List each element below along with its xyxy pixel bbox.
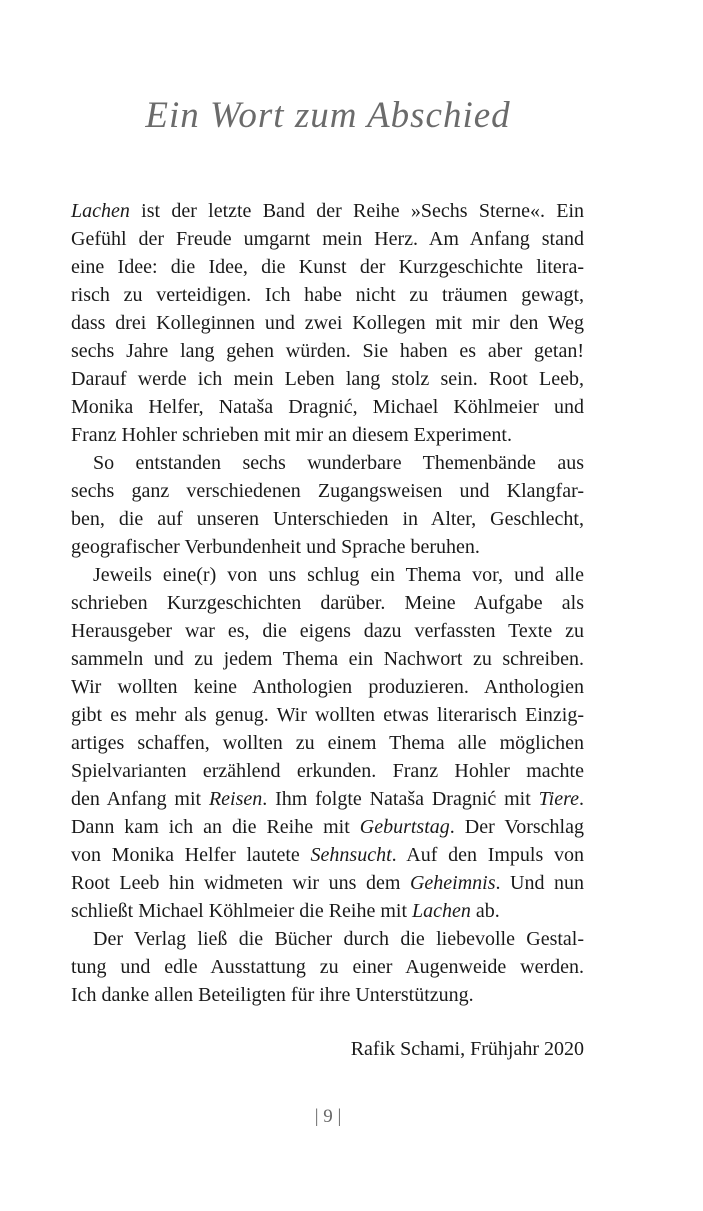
text-line [71,393,584,421]
text-segment: dass drei Kolleginnen und zwei Kollegen mit mir den Weg [71,312,584,334]
italic-text: Sehnsucht [310,844,392,866]
text-segment: schließt Michael Köhlmeier die Reihe mit [71,900,413,922]
text-segment: sechs ganz verschiedenen Zugangsweisen und Klangfar- [71,480,584,502]
body-text [71,197,584,1009]
text-segment: Gefühl der Freude umgarnt mein Herz. Am Anfang stand [71,228,584,250]
text-segment: ist der letzte Band der Reihe »Sechs Sterne«. Ein [129,200,584,222]
text-line [71,925,584,953]
italic-text: Geburtstag [359,816,450,838]
text-segment: sechs Jahre lang gehen würden. Sie haben es aber getan! [71,340,584,362]
text-segment: Der Verlag ließ die Bücher durch die liebevolle Gestal- [93,928,584,950]
text-line [71,617,584,645]
text-line [71,281,584,309]
text-segment: schrieben Kurzgeschichten darüber. Meine Aufgabe als [71,592,584,614]
text-segment: den Anfang mit [71,788,209,810]
text-line [71,561,584,589]
italic-text: Tiere [538,788,579,810]
text-line [71,841,584,869]
italic-text: Lachen [71,200,130,222]
text-line [71,673,584,701]
text-line [71,645,584,673]
text-segment: Herausgeber war es, die eigens dazu verfassten Texte zu [71,620,584,642]
text-segment: Spielvarianten erzählend erkunden. Franz Hohler machte [71,760,584,782]
text-line [71,757,584,785]
text-segment: artiges schaffen, wollten zu einem Thema alle möglichen [71,732,584,754]
text-line [71,981,584,1009]
text-line [71,813,584,841]
page-number: | 9 | [314,1106,342,1127]
italic-text: Reisen [208,788,263,810]
text-segment: Ich danke allen Beteiligten für ihre Unterstützung. [71,984,474,1006]
text-line [71,337,584,365]
text-segment: Franz Hohler schrieben mit mir an diesem Experiment. [71,424,512,446]
text-line [71,897,584,925]
text-line [71,309,584,337]
text-segment: Root Leeb hin widmeten wir uns dem [71,872,410,894]
text-segment: geografischer Verbundenheit und Sprache beruhen. [71,536,480,558]
text-line [71,729,584,757]
text-line [71,701,584,729]
text-segment: von Monika Helfer lautete [71,844,311,866]
text-segment: ben, die auf unseren Unterschieden in Alter, Geschlecht, [71,508,584,530]
chapter-title: Ein Wort zum Abschied [145,95,511,136]
text-segment: . Und nun [495,872,585,894]
text-line [71,225,584,253]
text-line [71,449,584,477]
signature: Rafik Schami, Frühjahr 2020 [350,1038,584,1060]
italic-text: Lachen [412,900,471,922]
text-line [71,589,584,617]
text-line [71,505,584,533]
text-segment: So entstanden sechs wunderbare Themenbände aus [93,452,584,474]
text-line [71,869,584,897]
text-segment: gibt es mehr als genug. Wir wollten etwas literarisch Einzig- [71,704,584,726]
italic-text: Geheimnis [409,872,496,894]
text-segment: ab. [470,900,500,922]
text-segment: sammeln und zu jedem Thema ein Nachwort zu schreiben. [71,648,584,670]
text-line [71,421,584,449]
text-segment: . Auf den Impuls von [391,844,584,866]
text-line [71,253,584,281]
text-segment: Wir wollten keine Anthologien produzieren. Anthologien [71,676,584,698]
text-line [71,197,584,225]
text-line [71,953,584,981]
text-line [71,785,584,813]
text-segment: eine Idee: die Idee, die Kunst der Kurzgeschichte litera- [71,256,584,278]
text-segment: Darauf werde ich mein Leben lang stolz sein. Root Leeb, [71,368,584,390]
text-line [71,365,584,393]
text-segment: tung und edle Ausstattung zu einer Augenweide werden. [71,956,584,978]
text-segment: risch zu verteidigen. Ich habe nicht zu träumen gewagt, [71,284,584,306]
text-line [71,533,584,561]
text-line [71,477,584,505]
text-segment: . Ihm folgte Nataša Dragnić mit [262,788,539,810]
text-segment: Dann kam ich an die Reihe mit [71,816,360,838]
text-segment: . [579,788,584,810]
text-segment: . Der Vorschlag [449,816,584,838]
text-segment: Monika Helfer, Nataša Dragnić, Michael Köhlmeier und [71,396,584,418]
text-segment: Jeweils eine(r) von uns schlug ein Thema vor, und alle [93,564,584,586]
